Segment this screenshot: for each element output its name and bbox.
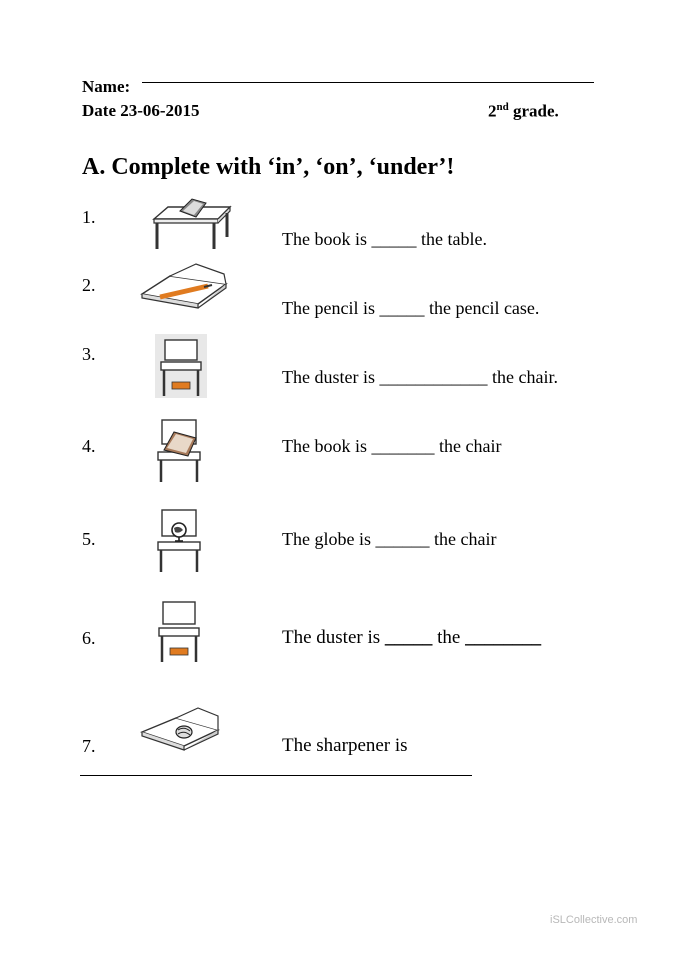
pencil-in-case-icon (138, 262, 232, 310)
sentence: The book is _______ the chair (282, 436, 502, 456)
answer-blank[interactable]: ________ (465, 627, 542, 648)
item-number: 5. (82, 529, 96, 549)
grade-word: grade. (508, 101, 559, 121)
name-answer-line[interactable] (142, 82, 594, 83)
date-label: Date 23-06-2015 (82, 101, 200, 120)
item-number: 3. (82, 344, 96, 364)
item-number: 4. (82, 436, 96, 456)
answer-line[interactable] (80, 775, 472, 776)
sentence-middle: the (432, 627, 466, 648)
sentence: The duster is ____________ the chair. (282, 367, 558, 387)
book-on-table-icon (148, 193, 234, 253)
sentence-start: The duster is (282, 627, 385, 648)
item-number: 6. (82, 628, 96, 648)
sharpener-in-case-icon (138, 704, 222, 752)
item-number: 2. (82, 275, 96, 295)
name-label: Name: (82, 77, 131, 96)
watermark: iSLCollective.com (550, 914, 638, 926)
duster-under-chair-icon (155, 334, 207, 398)
sentence: The pencil is _____ the pencil case. (282, 298, 540, 318)
duster-under-chair-icon (154, 600, 206, 664)
item-number: 7. (82, 736, 96, 756)
section-title: A. Complete with ‘in’, ‘on’, ‘under’! (82, 154, 455, 180)
grade-number: 2 (488, 101, 497, 121)
sentence: The globe is ______ the chair (282, 529, 497, 549)
item-number: 1. (82, 207, 96, 227)
sentence: The book is _____ the table. (282, 229, 487, 249)
sentence (282, 627, 541, 649)
sentence: The sharpener is (282, 735, 408, 756)
grade-suffix: nd (496, 101, 509, 113)
answer-blank[interactable]: _____ (384, 627, 433, 648)
globe-on-chair-icon (152, 506, 208, 574)
book-on-chair-icon (152, 416, 208, 484)
grade-label (488, 101, 559, 122)
